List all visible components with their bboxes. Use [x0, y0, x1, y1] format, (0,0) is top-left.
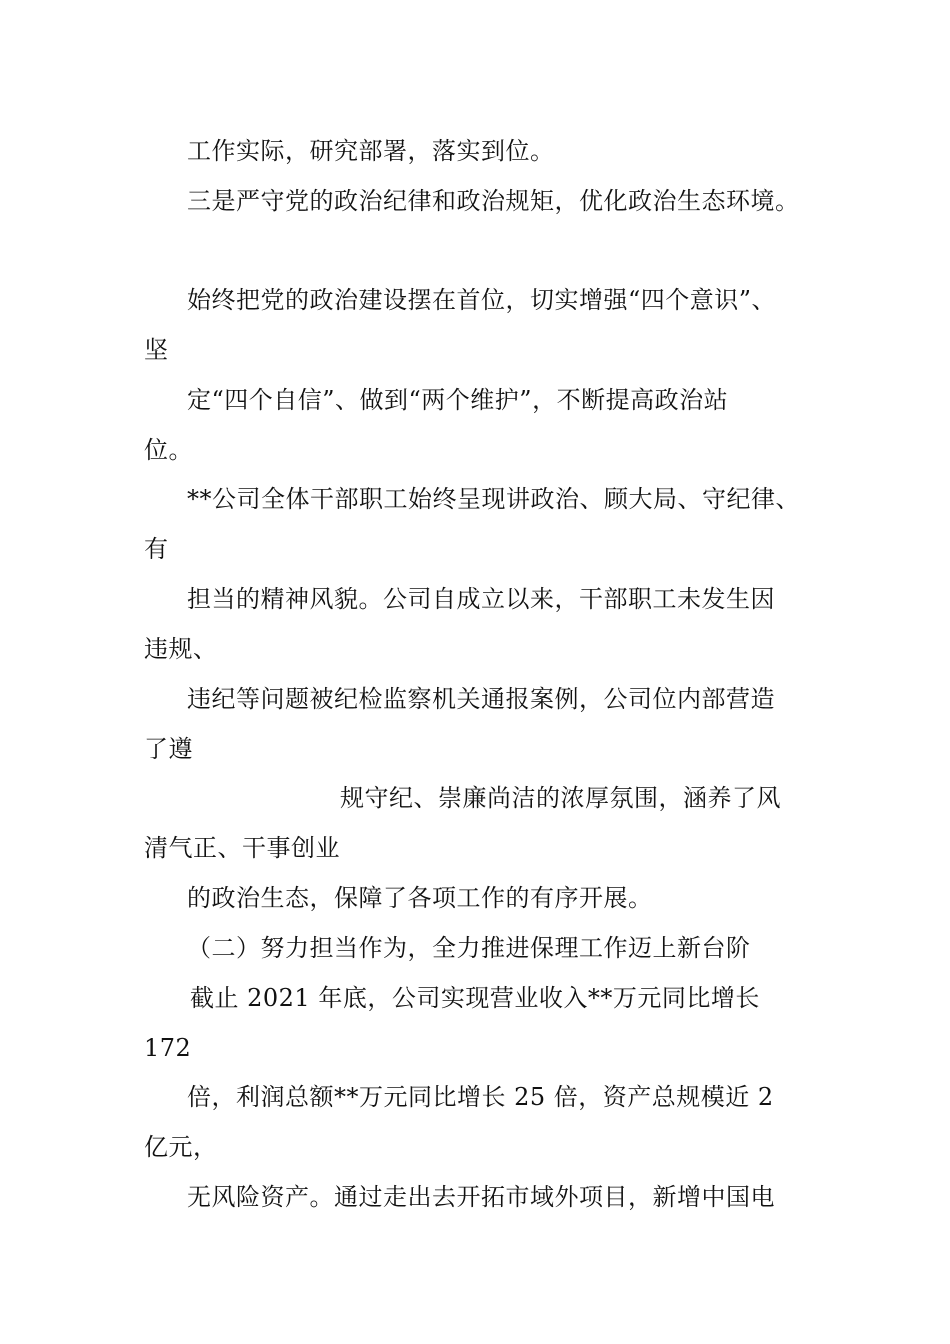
text-line: 截止 2021 年底，公司实现营业收入**万元同比增长	[190, 984, 760, 1012]
text-line: 违规、	[144, 635, 218, 663]
text-line: 坚	[144, 336, 169, 364]
text-line: 的政治生态，保障了各项工作的有序开展。	[187, 884, 653, 912]
text-line: 工作实际，研究部署，落实到位。	[187, 137, 555, 165]
text-line: 位。	[144, 436, 193, 464]
text-line: 无风险资产。通过走出去开拓市域外项目，新增中国电	[187, 1183, 775, 1211]
text-line: 了遵	[144, 735, 193, 763]
text-line: 有	[144, 535, 169, 563]
text-line: 清气正、干事创业	[144, 834, 340, 862]
text-line: 172	[144, 1034, 192, 1062]
section-heading: （二）努力担当作为，全力推进保理工作迈上新台阶	[187, 934, 751, 962]
text-line: 亿元，	[144, 1133, 218, 1161]
text-line: 始终把党的政治建设摆在首位，切实增强“四个意识”、	[187, 286, 777, 314]
text-line: 倍，利润总额**万元同比增长 25 倍，资产总规模近 2	[187, 1083, 774, 1111]
text-line: 定“四个自信”、做到“两个维护”，不断提高政治站	[187, 386, 729, 414]
text-line: 三是严守党的政治纪律和政治规矩，优化政治生态环境。	[187, 187, 800, 215]
text-line: 规守纪、崇廉尚洁的浓厚氛围，涵养了风	[340, 784, 781, 812]
text-line: 担当的精神风貌。公司自成立以来，干部职工未发生因	[187, 585, 775, 613]
text-line: **公司全体干部职工始终呈现讲政治、顾大局、守纪律、	[187, 485, 800, 513]
text-line: 违纪等问题被纪检监察机关通报案例，公司位内部营造	[187, 685, 775, 713]
